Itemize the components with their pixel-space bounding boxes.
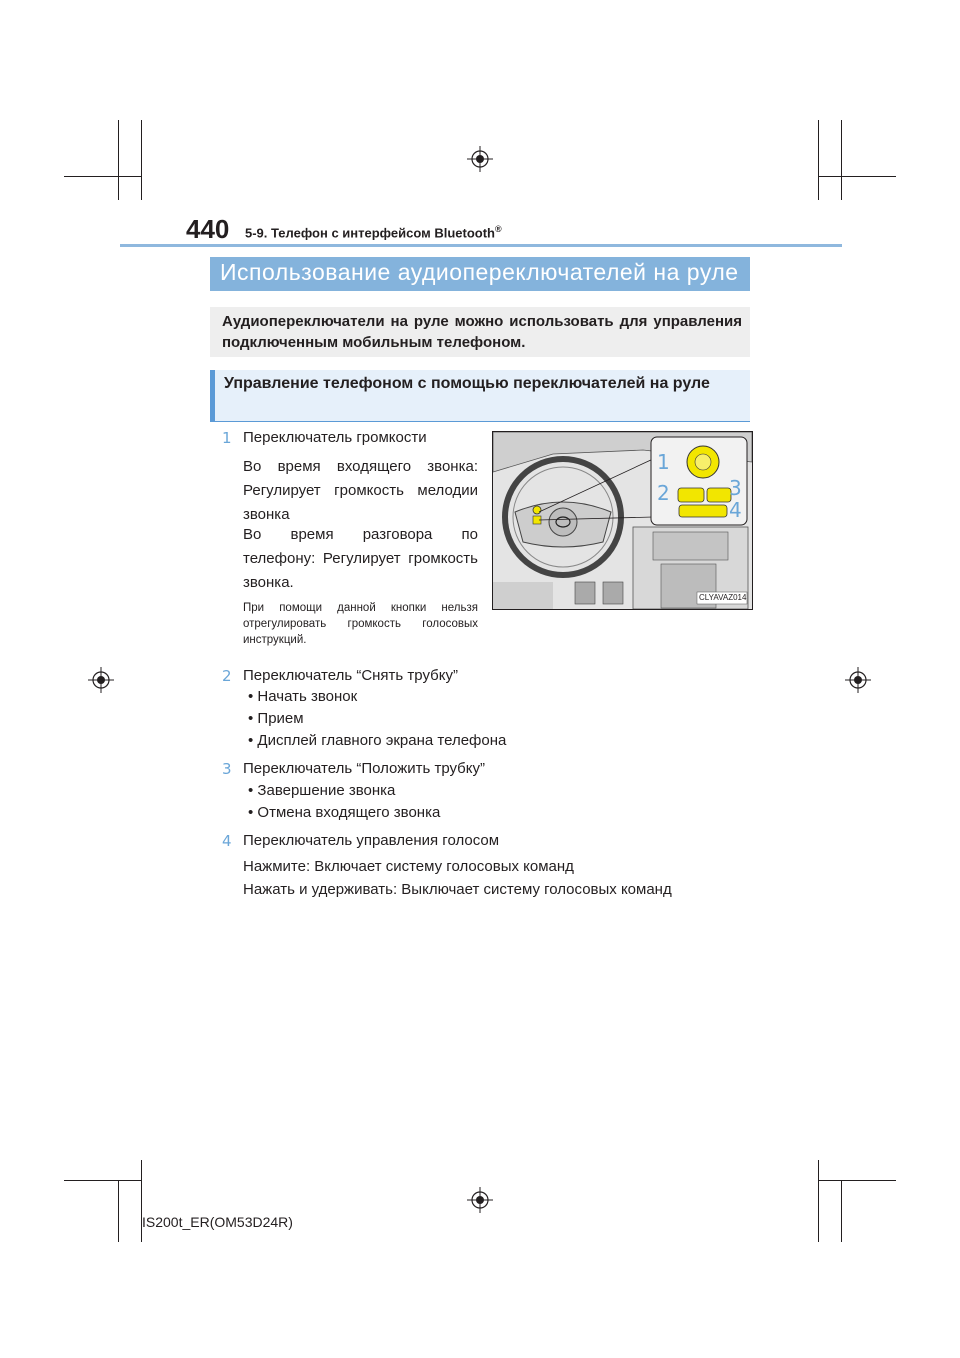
page-title-bar xyxy=(210,257,750,291)
page-number: 440 xyxy=(186,214,230,244)
figure-callout-4: 4 xyxy=(729,498,742,522)
crop-mark xyxy=(64,176,142,177)
figure-callout-2: 2 xyxy=(657,481,670,505)
crop-mark xyxy=(841,120,842,200)
dashboard-drawing xyxy=(493,432,752,609)
item-description: Нажмите: Включает систему голосовых команд xyxy=(243,858,574,875)
figure-callout-1: 1 xyxy=(657,450,670,474)
list-item: • Начать звонок xyxy=(248,686,357,708)
crop-mark xyxy=(818,120,819,200)
crop-mark xyxy=(841,1180,842,1242)
item-description: Во время входящего звонка: Регулирует громкость мелодии звонка xyxy=(243,458,478,523)
list-item: • Отмена входящего звонка xyxy=(248,802,440,824)
registration-mark-icon xyxy=(845,667,871,693)
item-label: Переключатель “Положить трубку” xyxy=(243,760,485,777)
footer-code: IS200t_ER(OM53D24R) xyxy=(142,1214,293,1230)
subsection-underline xyxy=(210,421,750,422)
item-number: 2 xyxy=(222,667,232,685)
crop-mark xyxy=(64,1180,142,1181)
item-number: 3 xyxy=(222,760,232,778)
list-item: • Прием xyxy=(248,708,304,730)
registration-mark-icon xyxy=(88,667,114,693)
header-rule xyxy=(120,244,842,247)
item-description: Нажать и удерживать: Выключает систему голосовых команд xyxy=(243,881,672,898)
subsection-title: Управление телефоном с помощью переключателей на руле xyxy=(224,375,710,392)
crop-mark xyxy=(818,1180,896,1181)
item-label: Переключатель управления голосом xyxy=(243,832,500,849)
section-header xyxy=(245,224,502,240)
item-note: При помощи данной кнопки нельзя отрегулировать громкость голосовых инструкций. xyxy=(243,602,478,646)
figure-code: CLYAVAZ014 xyxy=(699,593,747,602)
intro-text: Аудиопереключатели на руле можно использовать для управления подключенным мобильным телефоном. xyxy=(222,313,742,351)
steering-wheel-illustration xyxy=(492,431,753,610)
crop-mark xyxy=(818,176,896,177)
intro-box xyxy=(210,307,750,357)
crop-mark xyxy=(118,120,119,200)
crop-mark xyxy=(118,1180,119,1242)
item-label: Переключатель “Снять трубку” xyxy=(243,667,458,684)
item-description: Во время разговора по телефону: Регулирует громкость звонка. xyxy=(243,526,478,591)
crop-mark xyxy=(141,120,142,200)
registration-mark-icon xyxy=(467,1187,493,1213)
item-number: 1 xyxy=(222,429,232,447)
registered-mark: ® xyxy=(495,224,502,234)
list-item: • Дисплей главного экрана телефона xyxy=(248,730,506,752)
section-header-text: 5-9. Телефон с интерфейсом Bluetooth xyxy=(245,225,495,241)
item-number: 4 xyxy=(222,832,232,850)
item-label: Переключатель громкости xyxy=(243,429,427,446)
registration-mark-icon xyxy=(467,146,493,172)
crop-mark xyxy=(818,1160,819,1242)
subsection-stripe xyxy=(210,370,215,422)
list-item: • Завершение звонка xyxy=(248,780,395,802)
page-title: Использование аудиопереключателей на руле xyxy=(220,259,739,285)
figure-callout-3: 3 xyxy=(729,476,742,500)
subsection-heading xyxy=(210,370,750,422)
